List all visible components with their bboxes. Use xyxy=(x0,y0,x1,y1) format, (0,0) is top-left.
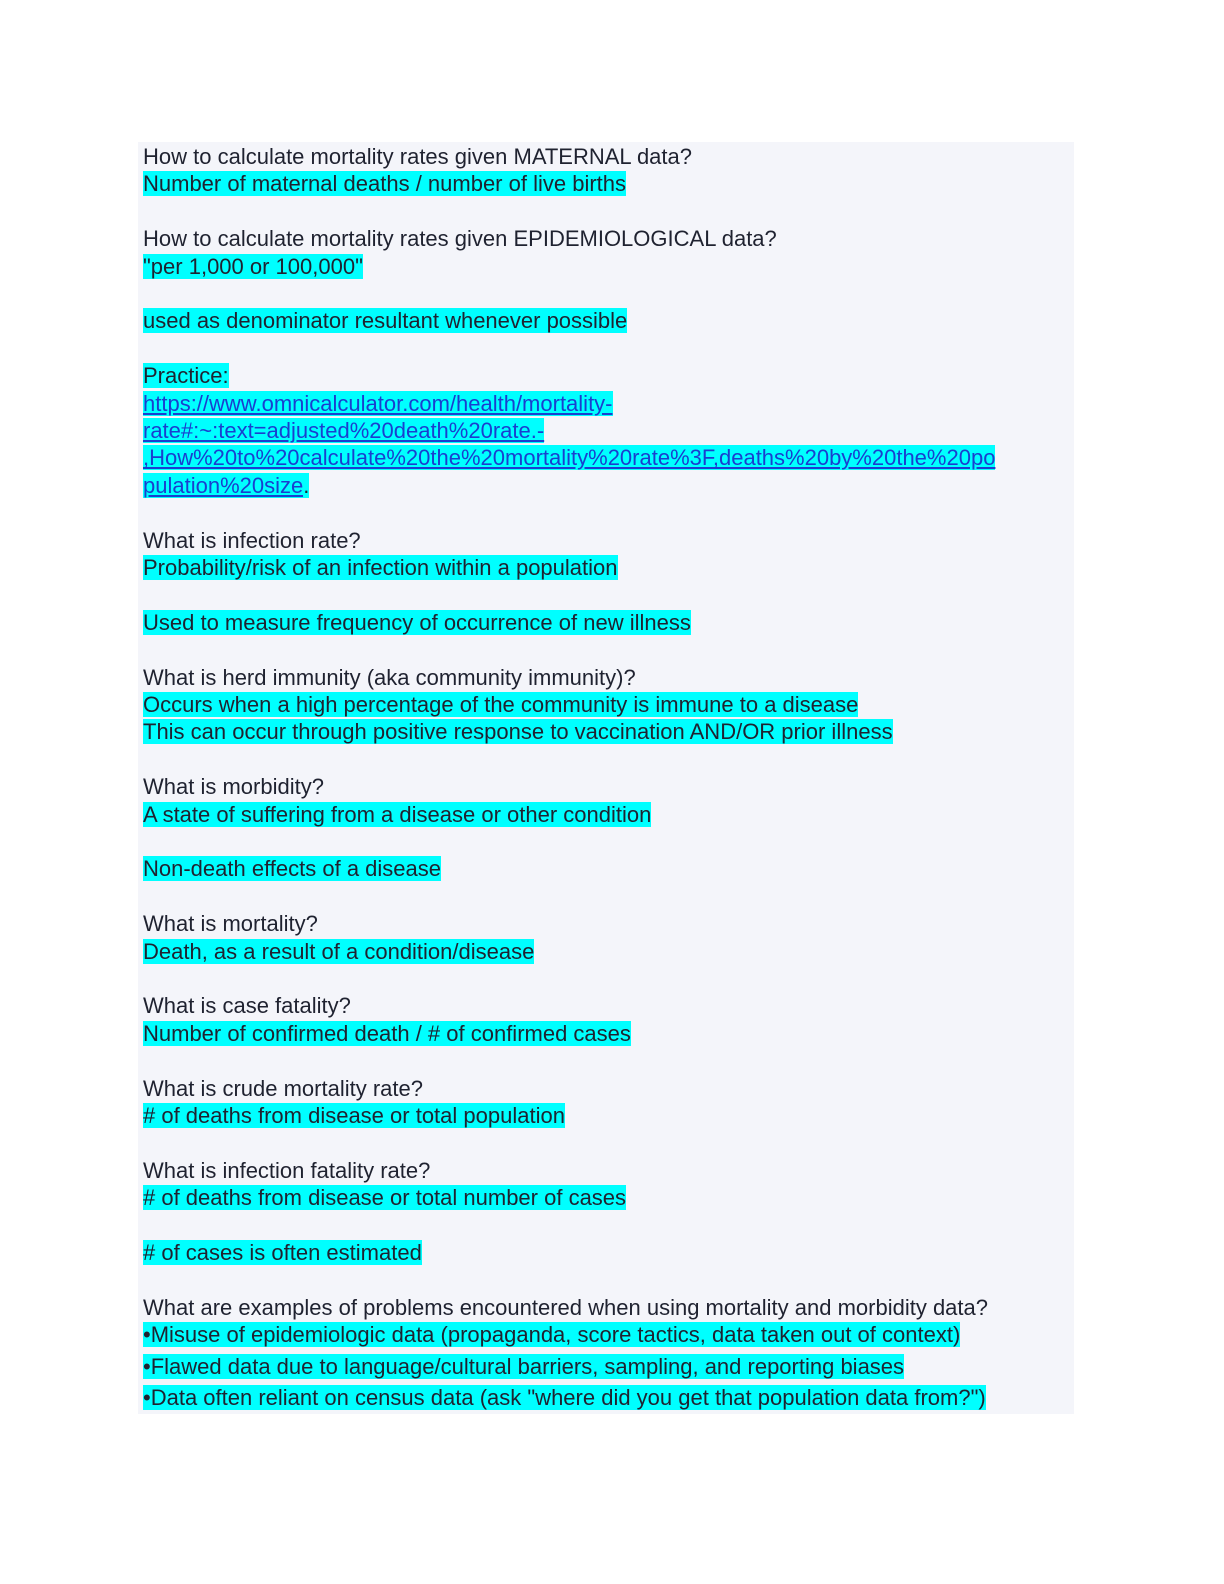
question-data-problems: What are examples of problems encountered when using mortality and morbidity data? xyxy=(143,1294,989,1320)
note-infection-rate: Used to measure frequency of occurrence of new illness xyxy=(143,609,691,635)
question-crude-mortality: What is crude mortality rate? xyxy=(143,1075,423,1101)
answer-morbidity: A state of suffering from a disease or other condition xyxy=(143,801,652,827)
answer-crude-mortality: # of deaths from disease or total population xyxy=(143,1103,565,1129)
question-infection-rate: What is infection rate? xyxy=(143,527,361,553)
practice-link-trailing: . xyxy=(303,472,310,498)
practice-link-line-2[interactable]: rate#:~:text=adjusted%20death%20rate.- xyxy=(143,418,545,444)
bullet-flawed-data: •Flawed data due to language/cultural barriers, sampling, and reporting biases xyxy=(143,1353,905,1379)
practice-link-line-4[interactable]: pulation%20size. xyxy=(143,472,310,498)
question-case-fatality: What is case fatality? xyxy=(143,993,351,1019)
note-morbidity: Non-death effects of a disease xyxy=(143,856,442,882)
answer-case-fatality: Number of confirmed death / # of confirmed cases xyxy=(143,1020,631,1046)
note-infection-fatality: # of cases is often estimated xyxy=(143,1240,422,1266)
practice-link-line-1[interactable]: https://www.omnicalculator.com/health/mortality- xyxy=(143,390,613,416)
answer-herd-immunity-2: This can occur through positive response to vaccination AND/OR prior illness xyxy=(143,719,893,745)
question-infection-fatality: What is infection fatality rate? xyxy=(143,1157,431,1183)
question-mortality: What is mortality? xyxy=(143,911,318,937)
practice-link-line-3[interactable]: ,How%20to%20calculate%20the%20mortality%20rate%3F,deaths%20by%20the%20po xyxy=(143,445,996,471)
note-epidemiological: used as denominator resultant whenever possible xyxy=(143,308,628,334)
practice-label: Practice: xyxy=(143,363,229,389)
bullet-census-data: •Data often reliant on census data (ask "where did you get that population data from?") xyxy=(143,1385,986,1411)
answer-infection-fatality: # of deaths from disease or total number of cases xyxy=(143,1185,627,1211)
answer-maternal: Number of maternal deaths / number of live births xyxy=(143,171,627,197)
question-maternal: How to calculate mortality rates given MATERNAL data? xyxy=(143,144,693,169)
document-content xyxy=(143,143,1073,1415)
answer-mortality: Death, as a result of a condition/disease xyxy=(143,938,535,964)
question-epidemiological: How to calculate mortality rates given EPIDEMIOLOGICAL data? xyxy=(143,226,777,252)
answer-epidemiological: "per 1,000 or 100,000" xyxy=(143,253,363,279)
bullet-misuse: •Misuse of epidemiologic data (propaganda, score tactics, data taken out of context) xyxy=(143,1322,961,1348)
answer-herd-immunity-1: Occurs when a high percentage of the community is immune to a disease xyxy=(143,692,859,718)
question-herd-immunity: What is herd immunity (aka community immunity)? xyxy=(143,664,636,690)
answer-infection-rate: Probability/risk of an infection within a population xyxy=(143,555,618,581)
question-morbidity: What is morbidity? xyxy=(143,774,324,800)
